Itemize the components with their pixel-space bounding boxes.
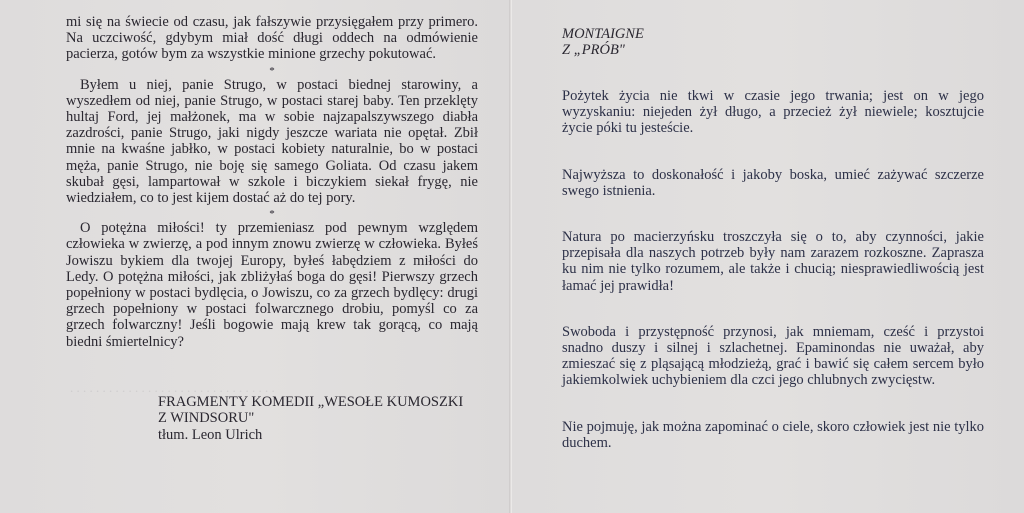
- source-credit: [158, 394, 478, 444]
- section-separator-1: *: [269, 64, 275, 77]
- credit-title-line-1: FRAGMENTY KOMEDII „WESOŁE KUMOSZKI: [158, 393, 464, 410]
- left-paragraph-2: Byłem u niej, panie Strugo, w postaci biednej starowiny, a wyszedłem od niej, panie Strugo, w postaci starej baby. Ten przeklęty hultaj Ford, jej małżonek, ma w sobie najzapalszywszego diabła zazdrości, panie Strugo, jaki nigdy jeszcze wariata nie opętał. Zbił mnie na kwaśne jabłko, w postaci kobiety naturalnie, bo w postaci męża, panie Strugo, nie boję się samego Goliata. Od czasu jakem skubał gęsi, lampartował w szkole i biczykiem siekał frygę, nie wiedziałem, co to jest kijem dostać aż do tej pory.: [66, 76, 478, 207]
- maxim-2: Najwyższa to doskonałość i jakoby boska, umieć zażywać szczerze swego istnienia.: [562, 166, 984, 199]
- left-paragraph-1: mi się na świecie od czasu, jak fałszywie przysięgałem przy primero. Na uczciwość, gdybym miał dość długi oddech na odmówienie pacierza, gotów bym za wszystkie minione grzechy pokutować.: [66, 14, 478, 63]
- right-page: [512, 0, 1024, 513]
- header-work: Z „PRÓB": [562, 42, 625, 58]
- maxim-4: Swoboda i przystępność przynosi, jak mniemam, cześć i przystoi snadno duszy i silnej i szlachetnej. Epaminondas nie uważał, aby zmieszać się z pląsającą młodzieżą, grać i bawić się całem sercem było jakiemkolwiek uchybieniem dla czci jego chlubnych zwycięstw.: [562, 323, 984, 389]
- credit-translator: tłum. Leon Ulrich: [158, 426, 263, 443]
- credit-title-line-2: Z WINDSORU": [158, 410, 255, 427]
- bleed-through-text: . . . . . . . . . . . . . . . . . . . . . . . . . . . . . . . .: [70, 380, 275, 395]
- header-author: MONTAIGNE: [562, 26, 644, 42]
- left-paragraph-3: O potężna miłości! ty przemieniasz pod pewnym względem człowieka w zwierzę, a pod innym znowu zwierzę w człowieka. Byłeś Jowiszu bykiem dla twojej Europy, byłeś łabędziem z miłości do Ledy. O potężna miłości, jak zbliżyłaś boga do gęsi! Pierwszy grzech popełniony w postaci bydlęcia, o Jowiszu, co za grzech bydlęcy: drugi grzech popełniony w postaci folwarcznego drobiu, pomyśl co za grzech folwarczny! Jeśli bogowie mają krew tak gorącą, co mają biedni śmiertelnicy?: [66, 220, 478, 350]
- maxim-5: Nie pojmuję, jak można zapominać o ciele, skoro człowiek jest nie tylko duchem.: [562, 418, 984, 451]
- section-separator-2: *: [269, 208, 275, 221]
- maxim-1: Pożytek życia nie tkwi w czasie jego trwania; jest on w jego wyzyskaniu: niejeden żył długo, a przecież żył niewiele; kosztujcie życie póki tu jesteście.: [562, 88, 984, 137]
- maxim-3: Natura po macierzyńsku troszczyła się o to, aby czynności, jakie przepisała dla naszych potrzeb były nam zarazem rozkoszne. Zaprasza ku nim nie tylko rozumem, ale także i chucią; niesprawiedliwością jest łamać jej prawidła!: [562, 229, 984, 294]
- section-header: [562, 26, 984, 58]
